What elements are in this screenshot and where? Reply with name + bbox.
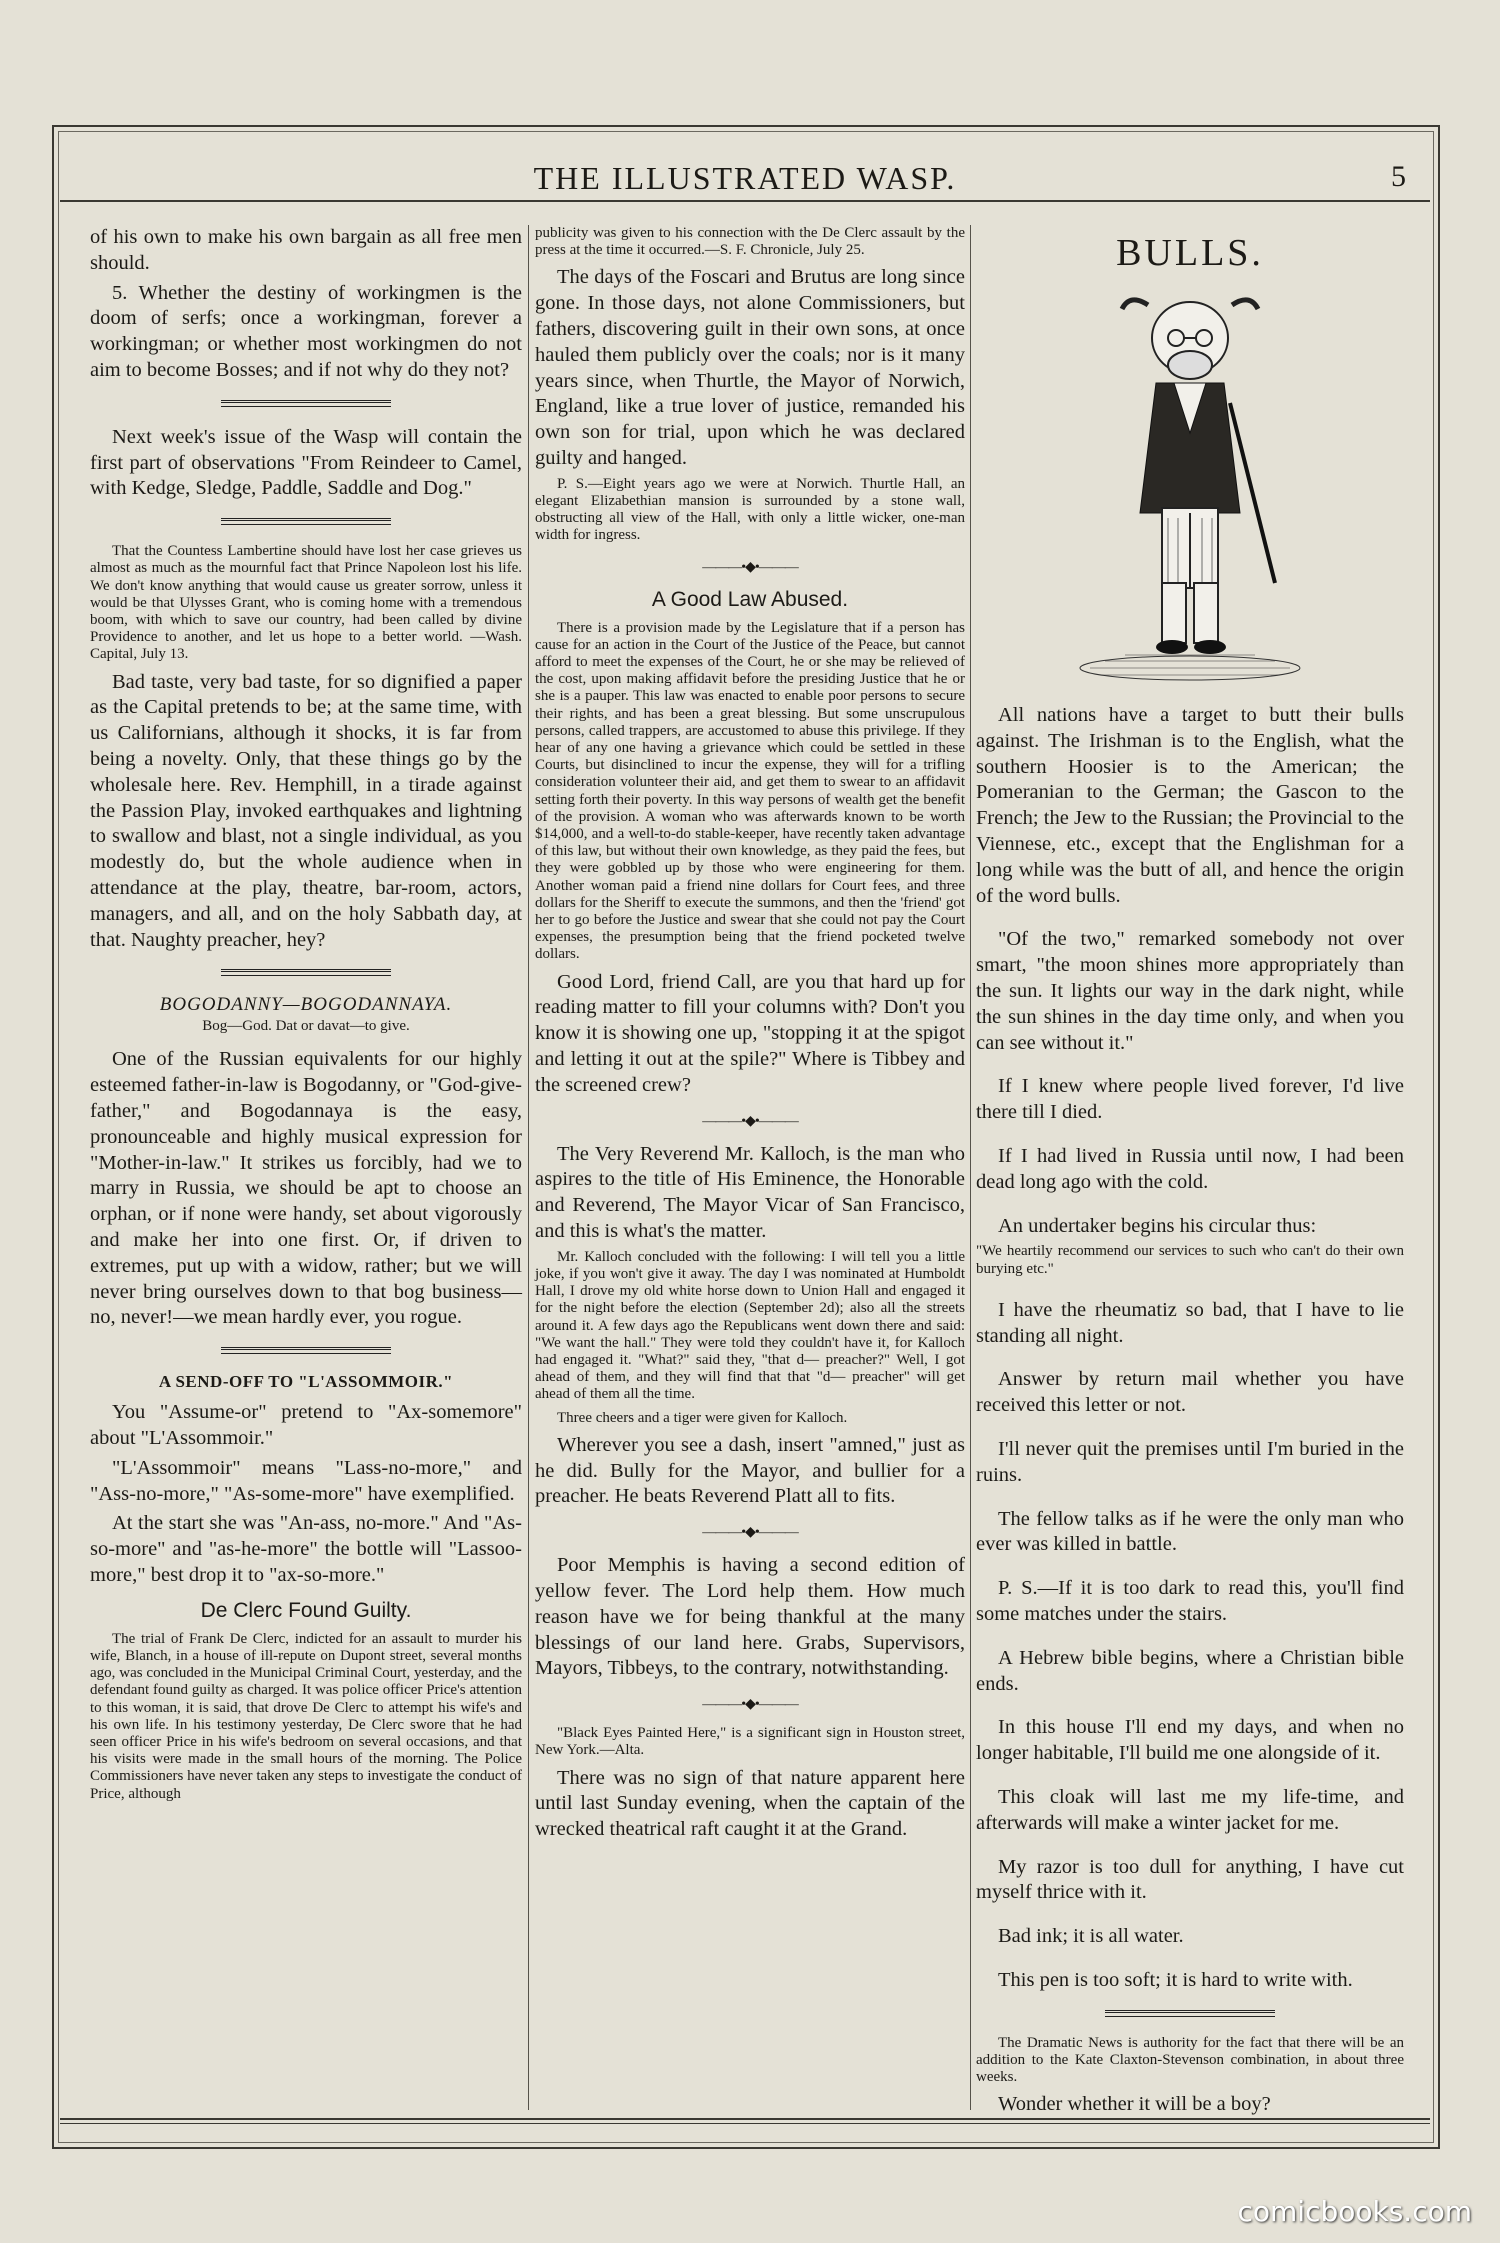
paragraph: Good Lord, friend Call, are you that hard up for reading matter to fill your columns with? Don't you know it is showing one up, "stopping it at the spigot and letting it out at the spile?" Where is Tibbey and the screened crew?	[535, 970, 965, 1096]
column-1	[90, 225, 522, 1809]
paragraph: One of the Russian equivalents for our highly esteemed father-in-law is Bogodanny, or "God-give-father," and Bogodannaya is the easy, pronounceable and highly musical expression for "Mother-in-law." It strikes us forcibly, had we to marry in Russia, we should be apt to choose an orphan, or if none were handy, set about vigorously and make her into one first. Or, if driven to extremes, put up with a widow, rather; but we will never bring ourselves down to that bog business—no, never!—we mean hardly ever, you rogue.	[90, 1048, 522, 1329]
ornament-divider: ———•◆•———	[702, 1525, 798, 1541]
section-heading: De Clerc Found Guilty.	[200, 1598, 412, 1622]
column-2	[535, 225, 965, 1847]
quoted-excerpt: The Dramatic News is authority for the fact that there will be an addition to the Kate Claxton-Stevenson combination, in about three weeks.	[976, 2034, 1404, 2086]
section-rule	[221, 400, 391, 407]
section-rule	[221, 969, 391, 976]
quoted-excerpt: Mr. Kalloch concluded with the following: I will tell you a little joke, if you won't give it away. The day I was nominated at Humboldt Hall, I drove my old white horse down to Union Hall and engaged it for the night before the election (September 2d); also all the streets around it. A few days ago the Republicans went down there and said: "We want the hall." They were told they couldn't have it, for Kalloch had engaged it. "What?" said they, "that d— preacher?" Well, I got ahead of them, and they will find that that "d— preacher" will get ahead of them all the time.	[535, 1248, 965, 1403]
paragraph: I have the rheumatiz so bad, that I have to lie standing all night.	[976, 1298, 1404, 1347]
ornament-divider: ———•◆•———	[702, 1113, 798, 1129]
paragraph: P. S.—If it is too dark to read this, you'll find some matches under the stairs.	[976, 1577, 1404, 1625]
masthead	[60, 152, 1430, 202]
section-rule	[221, 518, 391, 525]
quoted-excerpt: P. S.—Eight years ago we were at Norwich. Thurtle Hall, an elegant Elizabethian mansion is surrounded by a stone wall, obstructing all view of the Hall, with only a little wicker, one-man width for ingress.	[535, 475, 965, 544]
bull-headed-gentleman-illustration	[1070, 283, 1310, 683]
paragraph: If I had lived in Russia until now, I had been dead long ago with the cold.	[976, 1144, 1404, 1193]
ornament-divider: ———•◆•———	[702, 559, 798, 575]
quoted-excerpt: There is a provision made by the Legislature that if a person has cause for an action in the Court of the Justice of the Peace, but cannot afford to meet the expenses of the Court, he or she may be relieved of the cost, upon making affidavit before the presiding Justice that he or she is a pauper. This law was enacted to enable poor persons to secure their rights, and has been a great blessing. But some unscrupulous persons, called trappers, are accustomed to abuse this privilege. If they hear of any one having a grievance which could be settled in these Courts, but disinclined to incur the expense, they will for a trifling consideration volunteer their aid, and get them to swear to an affidavit setting forth their poverty. In this way persons of wealth get the benefit of the provision. A woman who was afterwards known to be worth $14,000, and a well-to-do stable-keeper, have recently taken advantage of this law, but without their own knowledge, as they paid the fees, but they were gobbled up by those who were engineering for them. Another woman paid a friend nine dollars for Court fees, and three dollars for the Sheriff to execute the summons, and then the 'friend' got her to go before the Justice and swear that she could not pay the Court expenses, the presumption being that the friend pocketed twelve dollars.	[535, 619, 965, 963]
paragraph: All nations have a target to butt their bulls against. The Irishman is to the English, what the southern Hoosier is to the American; the Pomeranian to the German; the Gascon to the French; the Jew to the Russian; the Provincial to the Viennese, etc., except that the Englishman for a long while was the butt of all, and hence the origin of the word bulls.	[976, 704, 1404, 907]
paragraph: Wonder whether it will be a boy?	[998, 2093, 1271, 2116]
paragraph: There was no sign of that nature apparent here until last Sunday evening, when the captain of the wrecked theatrical raft caught it at the Grand.	[535, 1766, 965, 1841]
quoted-excerpt: publicity was given to his connection with the De Clerc assault by the press at the time it occurred.—S. F. Chronicle, July 25.	[535, 225, 965, 259]
paragraph: You "Assume-or" pretend to "Ax-somemore" about "L'Assommoir."	[90, 1401, 522, 1449]
column-divider	[970, 225, 971, 2110]
paragraph: This cloak will last me my life-time, and afterwards will make a winter jacket for me.	[976, 1785, 1404, 1834]
quoted-excerpt: That the Countess Lambertine should have lost her case grieves us almost as much as the mournful fact that Prince Napoleon lost his life. We don't know anything that would cause us greater sorrow, unless it would be that Ulysses Grant, who is coming home with a tremendous boom, with which to save our country, had been called by divine Providence to another, and let us hope to a better world. —Wash. Capital, July 13.	[90, 543, 522, 663]
paragraph: "L'Assommoir" means "Lass-no-more," and "Ass-no-more," "As-some-more" have exemplified.	[90, 1456, 522, 1505]
paragraph: of his own to make his own bargain as all free men should.	[90, 226, 522, 274]
paragraph: At the start she was "An-ass, no-more." And "As-so-more" and "as-he-more" the bottle will "Lassoo-more," best drop it to "ax-so-more."	[90, 1512, 522, 1586]
site-watermark: comicbooks.com	[1237, 2195, 1472, 2228]
paragraph: "Of the two," remarked somebody not over smart, "the moon shines more appropriately than the sun. It lights our way in the dark night, while the sun shines in the day time only, and when you can see without it."	[976, 928, 1404, 1054]
paragraph: This pen is too soft; it is hard to write with.	[998, 1968, 1353, 1991]
column-3	[976, 225, 1404, 2122]
footer-rule	[60, 2118, 1430, 2124]
paragraph: Bad ink; it is all water.	[998, 1925, 1184, 1948]
paragraph: If I knew where people lived forever, I'd live there till I died.	[976, 1075, 1404, 1124]
paragraph: The Very Reverend Mr. Kalloch, is the man who aspires to the title of His Eminence, the Honorable and Reverend, The Mayor Vicar of San Francisco, and this is what's the matter.	[535, 1142, 965, 1243]
section-heading: BOGODANNY—BOGODANNAYA.	[159, 994, 453, 1016]
quoted-excerpt: "We heartily recommend our services to such who can't do their own burying etc."	[976, 1243, 1404, 1277]
section-heading: A SEND-OFF TO "L'ASSOMMOIR."	[158, 1372, 454, 1392]
paragraph: A Hebrew bible begins, where a Christian bible ends.	[976, 1646, 1404, 1695]
paragraph: Bad taste, very bad taste, for so dignified a paper as the Capital pretends to be; at the same time, with us Californians, although it shocks, it is far from being a novelty. Only, that these things go by the wholesale here. Rev. Hemphill, in a tirade against the Passion Play, invoked earthquakes and lightning to swallow and blast, not a single individual, as you modestly do, but the whole audience when in attendance at the play, theatre, bar-room, actors, managers, and all, and on the holy Sabbath day, at that. Naughty preacher, hey?	[90, 670, 522, 951]
section-rule	[221, 1347, 391, 1354]
section-title: BULLS.	[1116, 232, 1264, 274]
paragraph: My razor is too dull for anything, I have cut myself thrice with it.	[976, 1855, 1404, 1904]
quoted-excerpt: Three cheers and a tiger were given for Kalloch.	[557, 1409, 848, 1426]
paragraph: Answer by return mail whether you have received this letter or not.	[976, 1368, 1404, 1417]
paragraph: In this house I'll end my days, and when no longer habitable, I'll build me one alongside of it.	[976, 1716, 1404, 1765]
quoted-excerpt: "Black Eyes Painted Here," is a significant sign in Houston street, New York.—Alta.	[535, 1725, 965, 1759]
paragraph: Next week's issue of the Wasp will contain the first part of observations "From Reindeer to Camel, with Kedge, Sledge, Paddle, Saddle and Dog."	[90, 425, 522, 500]
paragraph: The days of the Foscari and Brutus are long since gone. In those days, not alone Commissioners, but fathers, discovering guilt in their own sons, at once hauled them publicly over the coals; nor is it many years since, when Thurtle, the Mayor of Norwich, England, like a true lover of justice, remanded his own son for trial, upon which he was declared guilty and hanged.	[535, 266, 965, 469]
quoted-excerpt: The trial of Frank De Clerc, indicted for an assault to murder his wife, Blanch, in a house of ill-repute on Dupont street, several months ago, was concluded in the Municipal Criminal Court, yesterday, and the defendant found guilty as charged. It was police officer Price's attention to this woman, it is said, that drove De Clerc to attempt his wife's and his own life. In his testimony yesterday, De Clerc swore that he had seen officer Price in his wife's bedroom on several occasions, and that his visits were made in the small hours of the morning. The Police Commissioners have never taken any steps to investigate the conduct of Price, although	[90, 1630, 522, 1802]
ornament-divider: ———•◆•———	[702, 1697, 798, 1713]
section-heading: A Good Law Abused.	[651, 587, 849, 611]
paragraph: Poor Memphis is having a second edition of yellow fever. The Lord help them. How much reason have we for being thankful at the many blessings of our land here. Grabs, Supervisors, Mayors, Tibbeys, to the contrary, notwithstanding.	[535, 1554, 965, 1680]
paragraph: I'll never quit the premises until I'm buried in the ruins.	[976, 1437, 1404, 1486]
paragraph: The fellow talks as if he were the only man who ever was killed in battle.	[976, 1507, 1404, 1556]
section-subheading: Bog—God. Dat or davat—to give.	[202, 1018, 410, 1035]
newspaper-title: THE ILLUSTRATED WASP.	[533, 160, 957, 196]
paragraph: Wherever you see a dash, insert "amned," just as he did. Bully for the Mayor, and bullier for a preacher. He beats Reverend Platt all to fits.	[535, 1433, 965, 1508]
paragraph: An undertaker begins his circular thus:	[998, 1214, 1317, 1237]
paragraph: 5. Whether the destiny of workingmen is the doom of serfs; once a workingman, forever a workingman; or whether most workingmen do not aim to become Bosses; and if not why do they not?	[90, 281, 522, 381]
section-rule	[1105, 2010, 1275, 2017]
column-divider	[528, 225, 529, 2110]
page-number: 5	[1391, 160, 1406, 193]
